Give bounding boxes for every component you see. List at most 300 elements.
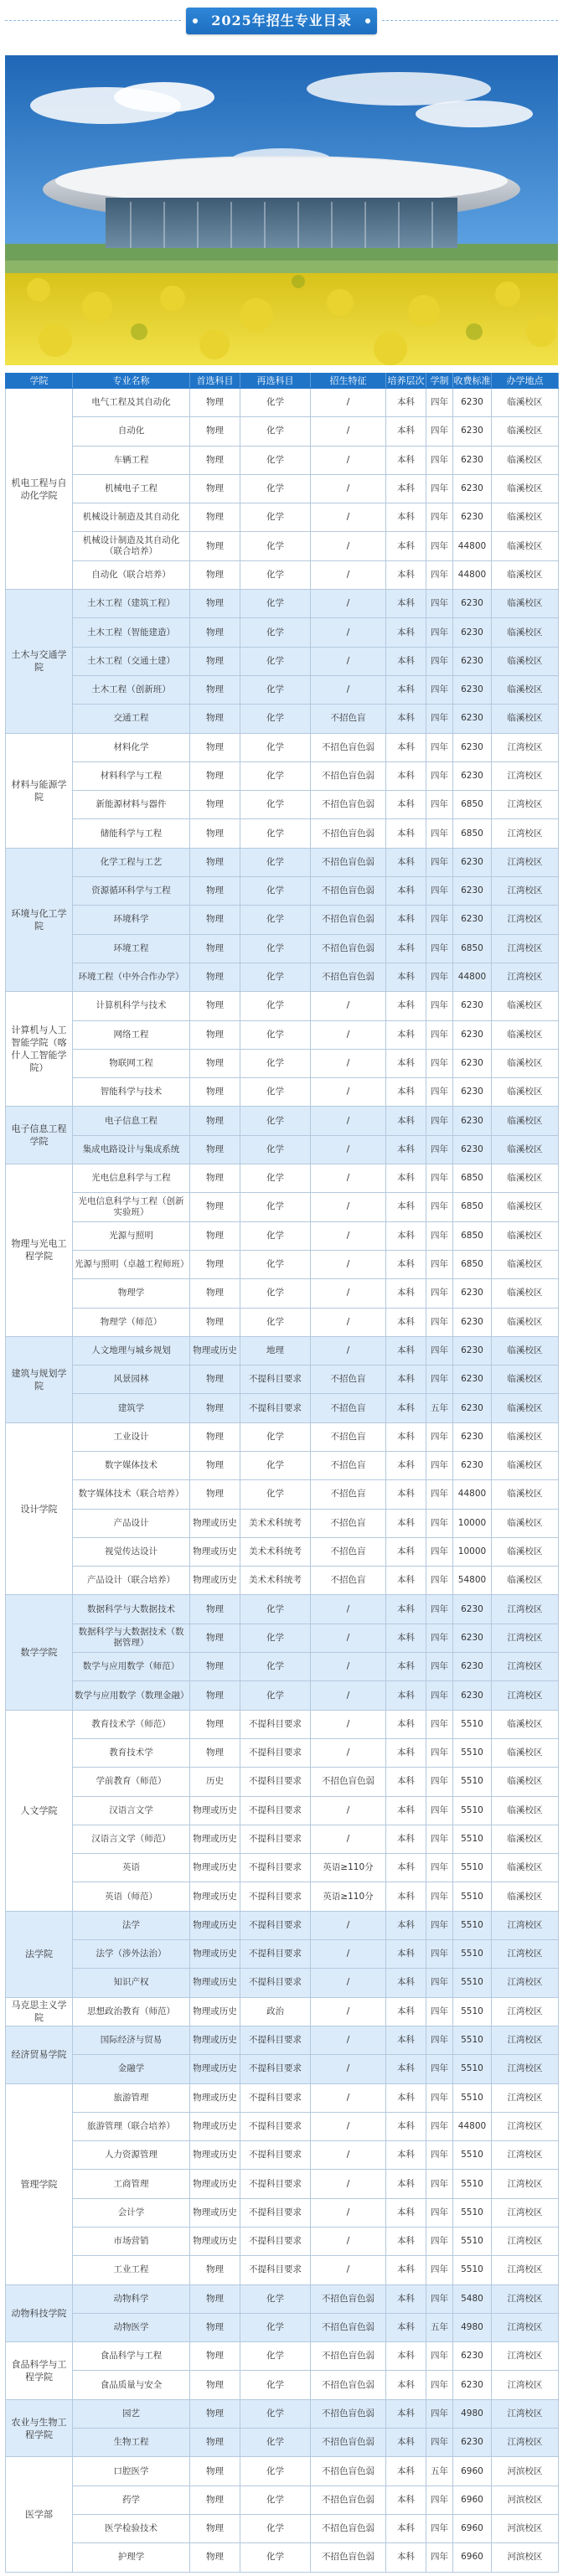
feature-cell: 不招色盲	[311, 705, 386, 733]
years-cell: 四年	[426, 1882, 453, 1911]
feature-cell: 不招色盲色弱	[311, 2486, 386, 2514]
years-cell: 四年	[426, 1049, 453, 1077]
major-cell: 数据科学与大数据技术	[73, 1595, 190, 1624]
campus-cell: 临溪校区	[492, 1710, 559, 1738]
level-cell: 本科	[386, 2055, 426, 2083]
first-subject-cell: 物理	[190, 1164, 240, 1193]
major-cell: 数学与应用数学（师范）	[73, 1653, 190, 1681]
years-cell: 四年	[426, 2486, 453, 2514]
table-row	[6, 791, 559, 819]
table-row	[6, 1020, 559, 1049]
second-subject-cell: 不提科目要求	[240, 2141, 311, 2170]
level-cell: 本科	[386, 1969, 426, 1997]
campus-cell: 临溪校区	[492, 1825, 559, 1853]
fee-cell: 5510	[453, 1738, 492, 1767]
fee-cell: 10000	[453, 1509, 492, 1537]
level-cell: 本科	[386, 618, 426, 647]
first-subject-cell: 物理	[190, 1221, 240, 1250]
major-cell: 风景园林	[73, 1365, 190, 1394]
level-cell: 本科	[386, 417, 426, 446]
years-cell: 四年	[426, 906, 453, 934]
fee-cell: 6230	[453, 1394, 492, 1422]
first-subject-cell: 物理	[190, 1480, 240, 1509]
level-cell: 本科	[386, 503, 426, 532]
major-cell: 资源循环科学与工程	[73, 877, 190, 906]
table-row	[6, 647, 559, 675]
fee-cell: 6230	[453, 1624, 492, 1652]
campus-cell: 江湾校区	[492, 2399, 559, 2428]
campus-cell: 江湾校区	[492, 2342, 559, 2371]
campus-cell: 江湾校区	[492, 2371, 559, 2399]
fee-cell: 6230	[453, 1336, 492, 1365]
second-subject-cell: 化学	[240, 1451, 311, 1479]
fee-cell: 5510	[453, 2198, 492, 2227]
first-subject-cell: 物理	[190, 1738, 240, 1767]
level-cell: 本科	[386, 2399, 426, 2428]
first-subject-cell: 物理	[190, 560, 240, 589]
feature-cell: /	[311, 2141, 386, 2170]
campus-cell: 江湾校区	[492, 2170, 559, 2198]
table-row	[6, 1911, 559, 1939]
table-row	[6, 675, 559, 704]
first-subject-cell: 物理	[190, 2543, 240, 2572]
years-cell: 四年	[426, 590, 453, 618]
college-cell: 农业与生物工程学院	[6, 2399, 73, 2457]
table-row	[6, 503, 559, 532]
years-cell: 四年	[426, 1653, 453, 1681]
campus-cell: 江湾校区	[492, 2055, 559, 2083]
first-subject-cell: 物理	[190, 992, 240, 1020]
fee-cell: 6850	[453, 819, 492, 848]
feature-cell: /	[311, 618, 386, 647]
level-cell: 本科	[386, 2457, 426, 2486]
fee-cell: 6230	[453, 417, 492, 446]
fee-cell: 6230	[453, 1078, 492, 1107]
level-cell: 本科	[386, 1710, 426, 1738]
first-subject-cell: 物理	[190, 1681, 240, 1710]
table-row	[6, 2083, 559, 2112]
header-level: 培养层次	[386, 374, 426, 389]
major-cell: 法学	[73, 1911, 190, 1939]
major-cell: 电子信息工程	[73, 1107, 190, 1135]
major-cell: 英语（师范）	[73, 1882, 190, 1911]
feature-cell: 不招色盲色弱	[311, 848, 386, 876]
feature-cell: /	[311, 1681, 386, 1710]
major-cell: 车辆工程	[73, 446, 190, 474]
fee-cell: 6230	[453, 1365, 492, 1394]
campus-cell: 江湾校区	[492, 2429, 559, 2457]
table-row	[6, 1796, 559, 1825]
table-row	[6, 1308, 559, 1336]
campus-cell: 临溪校区	[492, 1768, 559, 1796]
second-subject-cell: 化学	[240, 1422, 311, 1451]
campus-cell: 临溪校区	[492, 1049, 559, 1077]
first-subject-cell: 物理	[190, 2256, 240, 2284]
second-subject-cell: 化学	[240, 992, 311, 1020]
table-row	[6, 906, 559, 934]
level-cell: 本科	[386, 389, 426, 417]
title-bar	[0, 0, 563, 44]
table-row	[6, 2457, 559, 2486]
table-row	[6, 819, 559, 848]
table-row	[6, 1422, 559, 1451]
feature-cell: /	[311, 1825, 386, 1853]
feature-cell: 不招色盲色弱	[311, 2342, 386, 2371]
years-cell: 四年	[426, 389, 453, 417]
table-body	[6, 389, 559, 2573]
years-cell: 五年	[426, 2313, 453, 2341]
second-subject-cell: 化学	[240, 848, 311, 876]
major-cell: 动物科学	[73, 2284, 190, 2313]
level-cell: 本科	[386, 877, 426, 906]
campus-cell: 临溪校区	[492, 474, 559, 503]
second-subject-cell: 化学	[240, 791, 311, 819]
feature-cell: /	[311, 675, 386, 704]
second-subject-cell: 化学	[240, 733, 311, 761]
level-cell: 本科	[386, 705, 426, 733]
years-cell: 四年	[426, 2055, 453, 2083]
second-subject-cell: 不提科目要求	[240, 1738, 311, 1767]
second-subject-cell: 化学	[240, 1595, 311, 1624]
feature-cell: 不招色盲色弱	[311, 819, 386, 848]
campus-cell: 临溪校区	[492, 1078, 559, 1107]
feature-cell: /	[311, 1911, 386, 1939]
table-row	[6, 1768, 559, 1796]
second-subject-cell: 政治	[240, 1997, 311, 2026]
campus-cell: 江湾校区	[492, 2284, 559, 2313]
feature-cell: /	[311, 1107, 386, 1135]
first-subject-cell: 物理或历史	[190, 2198, 240, 2227]
feature-cell: /	[311, 1969, 386, 1997]
table-row	[6, 560, 559, 589]
second-subject-cell: 化学	[240, 1624, 311, 1652]
years-cell: 四年	[426, 2083, 453, 2112]
years-cell: 四年	[426, 1336, 453, 1365]
level-cell: 本科	[386, 1796, 426, 1825]
fee-cell: 44800	[453, 532, 492, 560]
admission-table	[5, 373, 558, 2573]
level-cell: 本科	[386, 2141, 426, 2170]
first-subject-cell: 物理或历史	[190, 1336, 240, 1365]
feature-cell: /	[311, 1279, 386, 1308]
major-cell: 化学工程与工艺	[73, 848, 190, 876]
fee-cell: 6230	[453, 389, 492, 417]
table-row	[6, 446, 559, 474]
second-subject-cell: 化学	[240, 532, 311, 560]
first-subject-cell: 物理	[190, 1595, 240, 1624]
college-cell: 食品科学与工程学院	[6, 2342, 73, 2400]
major-cell: 物理学	[73, 1279, 190, 1308]
feature-cell: /	[311, 503, 386, 532]
second-subject-cell: 不提科目要求	[240, 2055, 311, 2083]
campus-cell: 临溪校区	[492, 1509, 559, 1537]
fee-cell: 6230	[453, 1422, 492, 1451]
major-cell: 食品科学与工程	[73, 2342, 190, 2371]
header-college: 学院	[6, 374, 73, 389]
fee-cell: 6230	[453, 906, 492, 934]
level-cell: 本科	[386, 1336, 426, 1365]
fee-cell: 4980	[453, 2399, 492, 2428]
years-cell: 四年	[426, 2284, 453, 2313]
level-cell: 本科	[386, 1480, 426, 1509]
first-subject-cell: 物理	[190, 877, 240, 906]
major-cell: 智能科学与技术	[73, 1078, 190, 1107]
major-cell: 计算机科学与技术	[73, 992, 190, 1020]
fee-cell: 6850	[453, 1250, 492, 1278]
fee-cell: 5510	[453, 1940, 492, 1969]
years-cell: 四年	[426, 503, 453, 532]
second-subject-cell: 化学	[240, 1221, 311, 1250]
campus-cell: 河滨校区	[492, 2543, 559, 2572]
second-subject-cell: 化学	[240, 647, 311, 675]
years-cell: 四年	[426, 1135, 453, 1164]
first-subject-cell: 物理	[190, 1653, 240, 1681]
campus-cell: 江湾校区	[492, 2228, 559, 2256]
campus-cell: 临溪校区	[492, 1250, 559, 1278]
first-subject-cell: 物理	[190, 1020, 240, 1049]
second-subject-cell: 化学	[240, 675, 311, 704]
level-cell: 本科	[386, 733, 426, 761]
first-subject-cell: 物理或历史	[190, 2112, 240, 2140]
table-row	[6, 474, 559, 503]
campus-cell: 江湾校区	[492, 877, 559, 906]
major-cell: 药学	[73, 2486, 190, 2514]
table-row	[6, 618, 559, 647]
college-cell: 设计学院	[6, 1422, 73, 1595]
feature-cell: 不招色盲	[311, 1451, 386, 1479]
fee-cell: 6850	[453, 1164, 492, 1193]
second-subject-cell: 化学	[240, 474, 311, 503]
table-row	[6, 389, 559, 417]
second-subject-cell: 化学	[240, 1020, 311, 1049]
campus-cell: 江湾校区	[492, 2026, 559, 2054]
feature-cell: /	[311, 2055, 386, 2083]
campus-cell: 江湾校区	[492, 2112, 559, 2140]
level-cell: 本科	[386, 2486, 426, 2514]
campus-cell: 临溪校区	[492, 647, 559, 675]
level-cell: 本科	[386, 446, 426, 474]
level-cell: 本科	[386, 2313, 426, 2341]
campus-cell: 临溪校区	[492, 1796, 559, 1825]
major-cell: 法学（涉外法治）	[73, 1940, 190, 1969]
fee-cell: 6230	[453, 1135, 492, 1164]
feature-cell: /	[311, 1595, 386, 1624]
fee-cell: 6230	[453, 848, 492, 876]
first-subject-cell: 物理或历史	[190, 1882, 240, 1911]
major-cell: 网络工程	[73, 1020, 190, 1049]
level-cell: 本科	[386, 1451, 426, 1479]
campus-cell: 江湾校区	[492, 1969, 559, 1997]
second-subject-cell: 化学	[240, 1308, 311, 1336]
first-subject-cell: 物理或历史	[190, 2228, 240, 2256]
major-cell: 机械设计制造及其自动化	[73, 503, 190, 532]
second-subject-cell: 化学	[240, 1193, 311, 1221]
major-cell: 物理学（师范）	[73, 1308, 190, 1336]
major-cell: 物联网工程	[73, 1049, 190, 1077]
campus-building-image	[5, 55, 558, 365]
feature-cell: 不招色盲色弱	[311, 2313, 386, 2341]
campus-cell: 河滨校区	[492, 2514, 559, 2542]
fee-cell: 5510	[453, 2256, 492, 2284]
level-cell: 本科	[386, 2429, 426, 2457]
feature-cell: 不招色盲色弱	[311, 1768, 386, 1796]
fee-cell: 6960	[453, 2457, 492, 2486]
table-row	[6, 2026, 559, 2054]
years-cell: 五年	[426, 1394, 453, 1422]
college-cell: 医学部	[6, 2457, 73, 2572]
college-cell: 马克思主义学院	[6, 1997, 73, 2026]
feature-cell: /	[311, 1193, 386, 1221]
first-subject-cell: 物理	[190, 417, 240, 446]
fee-cell: 6230	[453, 761, 492, 790]
second-subject-cell: 化学	[240, 877, 311, 906]
fee-cell: 6850	[453, 934, 492, 963]
campus-cell: 江湾校区	[492, 963, 559, 991]
campus-cell: 河滨校区	[492, 2486, 559, 2514]
major-cell: 英语	[73, 1854, 190, 1882]
major-cell: 数学与应用数学（数理金融）	[73, 1681, 190, 1710]
campus-cell: 江湾校区	[492, 1681, 559, 1710]
first-subject-cell: 物理或历史	[190, 1997, 240, 2026]
first-subject-cell: 物理	[190, 618, 240, 647]
first-subject-cell: 物理或历史	[190, 1509, 240, 1537]
header-major: 专业名称	[73, 374, 190, 389]
years-cell: 四年	[426, 1193, 453, 1221]
feature-cell: /	[311, 2083, 386, 2112]
campus-cell: 江湾校区	[492, 934, 559, 963]
second-subject-cell: 不提科目要求	[240, 2026, 311, 2054]
first-subject-cell: 物理	[190, 963, 240, 991]
fee-cell: 5510	[453, 2170, 492, 2198]
years-cell: 四年	[426, 848, 453, 876]
second-subject-cell: 化学	[240, 1681, 311, 1710]
second-subject-cell: 不提科目要求	[240, 1365, 311, 1394]
fee-cell: 6230	[453, 877, 492, 906]
first-subject-cell: 物理	[190, 1049, 240, 1077]
first-subject-cell: 物理	[190, 590, 240, 618]
major-cell: 自动化（联合培养）	[73, 560, 190, 589]
second-subject-cell: 不提科目要求	[240, 1710, 311, 1738]
table-row	[6, 1250, 559, 1278]
campus-cell: 临溪校区	[492, 1336, 559, 1365]
campus-cell: 江湾校区	[492, 848, 559, 876]
feature-cell: /	[311, 474, 386, 503]
level-cell: 本科	[386, 1279, 426, 1308]
campus-cell: 临溪校区	[492, 1164, 559, 1193]
level-cell: 本科	[386, 1308, 426, 1336]
first-subject-cell: 物理	[190, 791, 240, 819]
feature-cell: 不招色盲	[311, 1394, 386, 1422]
fee-cell: 6850	[453, 1221, 492, 1250]
major-cell: 教育技术学（师范）	[73, 1710, 190, 1738]
feature-cell: 不招色盲色弱	[311, 761, 386, 790]
feature-cell: /	[311, 2112, 386, 2140]
years-cell: 四年	[426, 1567, 453, 1595]
first-subject-cell: 物理	[190, 2399, 240, 2428]
table-row	[6, 992, 559, 1020]
table-row	[6, 1537, 559, 1566]
table-row	[6, 877, 559, 906]
major-cell: 环境工程（中外合作办学）	[73, 963, 190, 991]
major-cell: 机械设计制造及其自动化（联合培养）	[73, 532, 190, 560]
major-cell: 园艺	[73, 2399, 190, 2428]
second-subject-cell: 化学	[240, 2486, 311, 2514]
level-cell: 本科	[386, 1049, 426, 1077]
fee-cell: 6230	[453, 733, 492, 761]
second-subject-cell: 化学	[240, 1250, 311, 1278]
level-cell: 本科	[386, 906, 426, 934]
table-row	[6, 1078, 559, 1107]
campus-cell: 临溪校区	[492, 1020, 559, 1049]
college-cell: 建筑与规划学院	[6, 1336, 73, 1422]
major-cell: 土木工程（建筑工程）	[73, 590, 190, 618]
level-cell: 本科	[386, 1624, 426, 1652]
table-row	[6, 733, 559, 761]
years-cell: 四年	[426, 1250, 453, 1278]
level-cell: 本科	[386, 1911, 426, 1939]
first-subject-cell: 物理	[190, 1135, 240, 1164]
level-cell: 本科	[386, 1422, 426, 1451]
campus-cell: 江湾校区	[492, 1940, 559, 1969]
table-row	[6, 2055, 559, 2083]
years-cell: 四年	[426, 2342, 453, 2371]
feature-cell: /	[311, 2228, 386, 2256]
first-subject-cell: 物理或历史	[190, 2141, 240, 2170]
first-subject-cell: 物理	[190, 1250, 240, 1278]
years-cell: 四年	[426, 2514, 453, 2542]
fee-cell: 6230	[453, 647, 492, 675]
major-cell: 会计学	[73, 2198, 190, 2227]
level-cell: 本科	[386, 934, 426, 963]
table-row	[6, 1710, 559, 1738]
fee-cell: 5510	[453, 1796, 492, 1825]
header-campus: 办学地点	[492, 374, 559, 389]
table-row	[6, 1624, 559, 1652]
years-cell: 四年	[426, 1308, 453, 1336]
feature-cell: 不招色盲色弱	[311, 2514, 386, 2542]
feature-cell: /	[311, 1250, 386, 1278]
feature-cell: /	[311, 1796, 386, 1825]
feature-cell: 不招色盲色弱	[311, 934, 386, 963]
fee-cell: 6960	[453, 2514, 492, 2542]
table-row	[6, 417, 559, 446]
table-row	[6, 2399, 559, 2428]
level-cell: 本科	[386, 791, 426, 819]
level-cell: 本科	[386, 1537, 426, 1566]
feature-cell: /	[311, 2026, 386, 2054]
table-row	[6, 1509, 559, 1537]
fee-cell: 6230	[453, 992, 492, 1020]
table-row	[6, 2170, 559, 2198]
feature-cell: 不招色盲	[311, 1537, 386, 1566]
page-title: 2025年招生专业目录	[211, 13, 352, 28]
level-cell: 本科	[386, 1854, 426, 1882]
major-cell: 数字媒体技术	[73, 1451, 190, 1479]
level-cell: 本科	[386, 2342, 426, 2371]
years-cell: 四年	[426, 1624, 453, 1652]
years-cell: 四年	[426, 446, 453, 474]
first-subject-cell: 物理	[190, 1624, 240, 1652]
campus-cell: 江湾校区	[492, 1911, 559, 1939]
level-cell: 本科	[386, 532, 426, 560]
campus-cell: 临溪校区	[492, 446, 559, 474]
major-cell: 国际经济与贸易	[73, 2026, 190, 2054]
campus-cell: 临溪校区	[492, 618, 559, 647]
major-cell: 土木工程（创新班）	[73, 675, 190, 704]
feature-cell: 英语≥110分	[311, 1882, 386, 1911]
level-cell: 本科	[386, 2228, 426, 2256]
fee-cell: 5510	[453, 1997, 492, 2026]
